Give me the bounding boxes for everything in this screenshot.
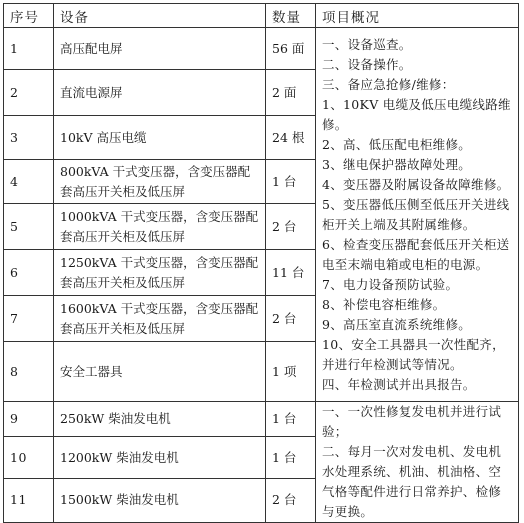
overview-line: 9、高压室直流系统维修。 — [322, 316, 472, 332]
cell-no: 11 — [4, 478, 54, 522]
overview-line: 8、补偿电容柜维修。 — [322, 296, 446, 312]
header-overview: 项目概况 — [316, 4, 519, 28]
header-row — [4, 4, 519, 28]
cell-qty: 1 台 — [266, 402, 316, 437]
cell-qty: 1 项 — [266, 342, 316, 402]
overview-line: 7、电力设备预防试验。 — [322, 276, 459, 292]
header-qty: 数量 — [266, 4, 316, 28]
overview-line: 三、备应急抢修/维修： — [322, 76, 455, 92]
overview-line: 一、一次性修复发电机并进行试验； — [322, 404, 502, 439]
overview-line: 四、年检测试并出具报告。 — [322, 376, 476, 392]
overview-power — [316, 28, 519, 402]
header-device: 设备 — [54, 4, 266, 28]
cell-device: 1200kW 柴油发电机 — [54, 437, 266, 479]
overview-line: 10、安全工具器具一次性配齐，并进行年检测试等情况。 — [322, 336, 505, 372]
overview-line: 6、检查变压器配套低压开关柜送电至末端电箱或电柜的电源。 — [322, 236, 510, 272]
cell-no: 1 — [4, 28, 54, 70]
cell-device: 1500kW 柴油发电机 — [54, 478, 266, 522]
table-row — [4, 28, 519, 70]
overview-line: 1、10KV 电缆及低压电缆线路维修。 — [322, 96, 511, 132]
cell-qty: 2 台 — [266, 296, 316, 342]
cell-qty: 11 台 — [266, 250, 316, 296]
overview-line: 3、继电保护器故障处理。 — [322, 156, 472, 172]
cell-qty: 2 台 — [266, 478, 316, 522]
cell-qty: 1 台 — [266, 437, 316, 479]
cell-no: 8 — [4, 342, 54, 402]
cell-qty: 2 面 — [266, 70, 316, 116]
cell-qty: 56 面 — [266, 28, 316, 70]
cell-qty: 2 台 — [266, 204, 316, 250]
cell-no: 5 — [4, 204, 54, 250]
cell-no: 10 — [4, 437, 54, 479]
overview-line: 二、每月一次对发电机、发电机水处理系统、机油、机油格、空气格等配件进行日常养护、检修与更换。 — [322, 444, 502, 519]
cell-device: 安全工器具 — [54, 342, 266, 402]
overview-line: 5、变压器低压侧至低压开关进线柜开关上端及其附属维修。 — [322, 196, 510, 232]
header-no: 序号 — [4, 4, 54, 28]
cell-no: 3 — [4, 116, 54, 160]
overview-line: 4、变压器及附属设备故障维修。 — [322, 176, 510, 192]
cell-device: 800kVA 干式变压器，含变压器配套高压开关柜及低压屏 — [54, 160, 266, 204]
cell-no: 7 — [4, 296, 54, 342]
cell-no: 4 — [4, 160, 54, 204]
cell-qty: 1 台 — [266, 160, 316, 204]
equipment-table — [3, 3, 519, 523]
cell-device: 10kV 高压电缆 — [54, 116, 266, 160]
cell-device: 直流电源屏 — [54, 70, 266, 116]
cell-device: 1000kVA 干式变压器，含变压器配套高压开关柜及低压屏 — [54, 204, 266, 250]
cell-device: 1600kVA 干式变压器，含变压器配套高压开关柜及低压屏 — [54, 296, 266, 342]
cell-no: 9 — [4, 402, 54, 437]
overview-line: 2、高、低压配电柜维修。 — [322, 136, 472, 152]
cell-device: 250kW 柴油发电机 — [54, 402, 266, 437]
cell-qty: 24 根 — [266, 116, 316, 160]
overview-generator — [316, 402, 519, 523]
cell-device: 1250kVA 干式变压器，含变压器配套高压开关柜及低压屏 — [54, 250, 266, 296]
overview-line: 一、设备巡查。 — [322, 36, 412, 52]
table-row — [4, 402, 519, 437]
cell-device: 高压配电屏 — [54, 28, 266, 70]
overview-line: 二、设备操作。 — [322, 56, 412, 72]
cell-no: 2 — [4, 70, 54, 116]
cell-no: 6 — [4, 250, 54, 296]
